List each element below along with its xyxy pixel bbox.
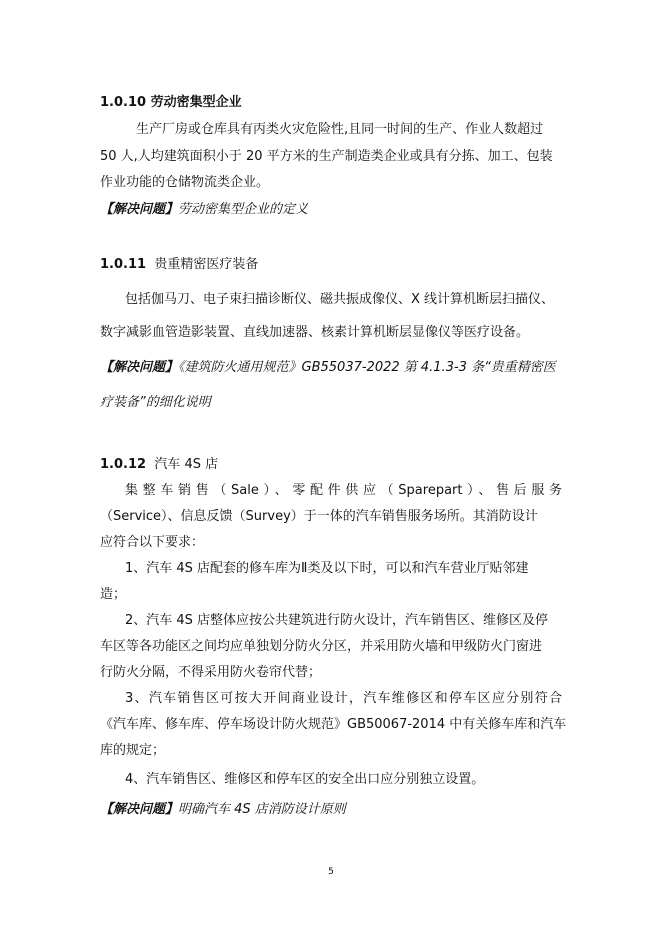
section-heading-1-0-10: [100, 93, 562, 113]
solve-label: 【解决问题】: [100, 202, 179, 217]
paragraph-line: 作业功能的仓储物流类企业。: [100, 175, 270, 190]
solve-label: 【解决问题】: [100, 360, 179, 375]
solve-problem-note-cont: 疗装备”的细化说明: [100, 395, 211, 410]
paragraph-line: 应符合以下要求：: [100, 535, 205, 550]
solve-label: 【解决问题】: [100, 802, 179, 817]
list-item-1-cont: 造；: [100, 587, 127, 602]
paragraph-line: 集整车销售（Sale）、零配件供应（Sparepart）、售后服务: [125, 483, 562, 498]
list-item-2: 2、汽车 4S 店整体应按公共建筑进行防火设计，汽车销售区、维修区及停: [125, 613, 549, 628]
heading-number: 1.0.11: [100, 257, 147, 272]
paragraph-line: 包括伽马刀、电子束扫描诊断仪、磁共振成像仪、X 线计算机断层扫描仪、: [125, 292, 555, 307]
solve-problem-note: [100, 358, 562, 378]
list-item-3-cont: 库的规定；: [100, 743, 166, 758]
list-item-1: 1、汽车 4S 店配套的修车库为Ⅱ类及以下时，可以和汽车营业厅贴邻建: [125, 561, 529, 576]
section-heading-1-0-11: [100, 255, 562, 275]
heading-title: 汽车 4S 店: [154, 457, 219, 472]
list-item-3: 3、汽车销售区可按大开间商业设计，汽车维修区和停车区应分别符合: [125, 691, 562, 706]
page-number: 5: [328, 867, 334, 877]
heading-number: 1.0.10: [100, 95, 147, 110]
list-item-3-cont: 《汽车库、修车库、停车场设计防火规范》GB50067-2014 中有关修车库和汽车: [100, 717, 567, 732]
solve-text: 《建筑防火通用规范》GB55037-2022 第 4.1.3-3 条“贵重精密医: [178, 360, 556, 375]
heading-number: 1.0.12: [100, 457, 147, 472]
solve-problem-note: [100, 200, 562, 220]
list-item-4: 4、汽车销售区、维修区和停车区的安全出口应分别独立设置。: [125, 772, 485, 787]
paragraph-line: 50 人,人均建筑面积小于 20 平方米的生产制造类企业或具有分拣、加工、包装: [100, 149, 553, 164]
list-item-2-cont: 车区等各功能区之间均应单独划分防火分区，并采用防火墙和甲级防火门窗进: [100, 639, 543, 654]
list-item-2-cont: 行防火分隔，不得采用防火卷帘代替；: [100, 665, 322, 680]
heading-title: 劳动密集型企业: [150, 95, 242, 110]
heading-title: 贵重精密医疗装备: [154, 257, 259, 272]
paragraph-line: 数字减影血管造影装置、直线加速器、核素计算机断层显像仪等医疗设备。: [100, 325, 530, 340]
section-heading-1-0-12: [100, 455, 562, 475]
solve-text: 劳动密集型企业的定义: [178, 202, 309, 217]
paragraph-line: （Service）、信息反馈（Survey）于一体的汽车销售服务场所。其消防设计: [100, 509, 538, 524]
solve-text: 明确汽车 4S 店消防设计原则: [178, 802, 346, 817]
solve-problem-note: [100, 800, 562, 820]
paragraph-line: 生产厂房或仓库具有丙类火灾危险性,且同一时间的生产、作业人数超过: [136, 122, 544, 137]
